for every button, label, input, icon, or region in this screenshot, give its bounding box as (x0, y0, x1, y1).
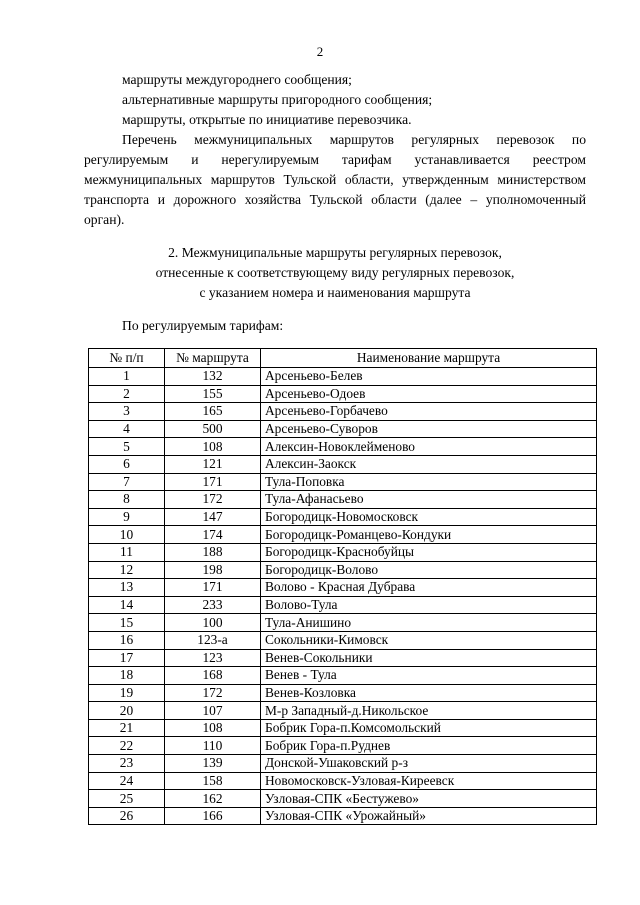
row-index: 20 (89, 702, 165, 720)
row-index: 2 (89, 385, 165, 403)
route-number: 158 (165, 772, 261, 790)
route-name: Тула-Афанасьево (261, 491, 597, 509)
row-index: 22 (89, 737, 165, 755)
table-row (89, 420, 597, 438)
route-name: Алексин-Заокск (261, 455, 597, 473)
row-index: 6 (89, 455, 165, 473)
route-name: Венев-Козловка (261, 684, 597, 702)
route-name: Богородицк-Романцево-Кондуки (261, 526, 597, 544)
table-row (89, 491, 597, 509)
route-name: Венев-Сокольники (261, 649, 597, 667)
route-name: Тула-Анишино (261, 614, 597, 632)
table-row (89, 438, 597, 456)
row-index: 23 (89, 755, 165, 773)
table-row (89, 561, 597, 579)
route-number: 500 (165, 420, 261, 438)
table-row (89, 579, 597, 597)
intro-text (84, 70, 586, 230)
row-index: 7 (89, 473, 165, 491)
route-number: 132 (165, 368, 261, 386)
route-number: 108 (165, 719, 261, 737)
section-heading-line: 2. Межмуниципальные маршруты регулярных перевозок, (168, 245, 502, 260)
table-row (89, 368, 597, 386)
row-index: 8 (89, 491, 165, 509)
route-number: 121 (165, 455, 261, 473)
route-number: 139 (165, 755, 261, 773)
route-number: 123-а (165, 631, 261, 649)
table-row (89, 543, 597, 561)
route-name: Бобрик Гора-п.Комсомольский (261, 719, 597, 737)
row-index: 10 (89, 526, 165, 544)
route-number: 172 (165, 684, 261, 702)
row-index: 21 (89, 719, 165, 737)
route-name: Новомосковск-Узловая-Киреевск (261, 772, 597, 790)
intro-line-alternative: альтернативные маршруты пригородного сообщения; (122, 92, 433, 107)
route-number: 155 (165, 385, 261, 403)
route-name: Волово - Красная Дубрава (261, 579, 597, 597)
row-index: 19 (89, 684, 165, 702)
row-index: 1 (89, 368, 165, 386)
row-index: 18 (89, 667, 165, 685)
route-number: 172 (165, 491, 261, 509)
routes-table (88, 348, 597, 825)
table-row (89, 807, 597, 825)
table-row (89, 596, 597, 614)
page-number: 2 (316, 44, 324, 59)
intro-line-carrier: маршруты, открытые по инициативе перевозчика. (122, 112, 412, 127)
route-number: 168 (165, 667, 261, 685)
section-heading-line: отнесенные к соответствующему виду регулярных перевозок, (155, 265, 515, 280)
table-row (89, 667, 597, 685)
route-number: 110 (165, 737, 261, 755)
route-number: 233 (165, 596, 261, 614)
route-number: 198 (165, 561, 261, 579)
table-row (89, 702, 597, 720)
table-row (89, 649, 597, 667)
table-header-row (89, 349, 597, 368)
route-number: 171 (165, 579, 261, 597)
table-row (89, 403, 597, 421)
table-row (89, 755, 597, 773)
row-index: 5 (89, 438, 165, 456)
route-number: 100 (165, 614, 261, 632)
table-row (89, 684, 597, 702)
route-name: Тула-Поповка (261, 473, 597, 491)
row-index: 25 (89, 790, 165, 808)
table-row (89, 526, 597, 544)
route-number: 171 (165, 473, 261, 491)
section-heading (84, 243, 586, 303)
route-name: Венев - Тула (261, 667, 597, 685)
table-row (89, 772, 597, 790)
route-name: Узловая-СПК «Бестужево» (261, 790, 597, 808)
route-name: Сокольники-Кимовск (261, 631, 597, 649)
route-number: 174 (165, 526, 261, 544)
route-number: 165 (165, 403, 261, 421)
route-number: 147 (165, 508, 261, 526)
table-row (89, 614, 597, 632)
route-name: М-р Западный-д.Никольское (261, 702, 597, 720)
row-index: 9 (89, 508, 165, 526)
row-index: 12 (89, 561, 165, 579)
tariff-label: По регулируемым тарифам: (122, 318, 284, 333)
header-route-name: Наименование маршрута (261, 349, 597, 368)
table-row (89, 473, 597, 491)
row-index: 16 (89, 631, 165, 649)
routes-table-body (89, 368, 597, 825)
table-row (89, 508, 597, 526)
row-index: 26 (89, 807, 165, 825)
row-index: 3 (89, 403, 165, 421)
route-number: 108 (165, 438, 261, 456)
route-name: Арсеньево-Суворов (261, 420, 597, 438)
table-row (89, 737, 597, 755)
route-number: 162 (165, 790, 261, 808)
route-name: Алексин-Новоклейменово (261, 438, 597, 456)
table-row (89, 719, 597, 737)
table-row (89, 631, 597, 649)
route-name: Бобрик Гора-п.Руднев (261, 737, 597, 755)
route-name: Волово-Тула (261, 596, 597, 614)
row-index: 17 (89, 649, 165, 667)
table-row (89, 385, 597, 403)
header-index: № п/п (89, 349, 165, 368)
row-index: 15 (89, 614, 165, 632)
route-number: 166 (165, 807, 261, 825)
intro-line-intercity: маршруты междугороднего сообщения; (122, 72, 352, 87)
row-index: 13 (89, 579, 165, 597)
route-name: Арсеньево-Одоев (261, 385, 597, 403)
header-route-number: № маршрута (165, 349, 261, 368)
route-number: 107 (165, 702, 261, 720)
table-row (89, 790, 597, 808)
route-name: Донской-Ушаковский р-з (261, 755, 597, 773)
section-heading-line: с указанием номера и наименования маршрута (199, 285, 471, 300)
row-index: 4 (89, 420, 165, 438)
intro-paragraph: Перечень межмуниципальных маршрутов регулярных перевозок по регулируемым и нерегулируемым тарифам устанавливается реестром межмуниципальных маршрутов Тульской области, утвержденным министерством транспорта и дорожного хозяйства Тульской области (далее – уполномоченный орган). (84, 132, 586, 227)
route-name: Узловая-СПК «Урожайный» (261, 807, 597, 825)
route-number: 188 (165, 543, 261, 561)
row-index: 14 (89, 596, 165, 614)
route-name: Богородицк-Новомосковск (261, 508, 597, 526)
route-name: Богородицк-Краснобуйцы (261, 543, 597, 561)
row-index: 24 (89, 772, 165, 790)
route-name: Богородицк-Волово (261, 561, 597, 579)
table-row (89, 455, 597, 473)
route-number: 123 (165, 649, 261, 667)
row-index: 11 (89, 543, 165, 561)
route-name: Арсеньево-Белев (261, 368, 597, 386)
route-name: Арсеньево-Горбачево (261, 403, 597, 421)
